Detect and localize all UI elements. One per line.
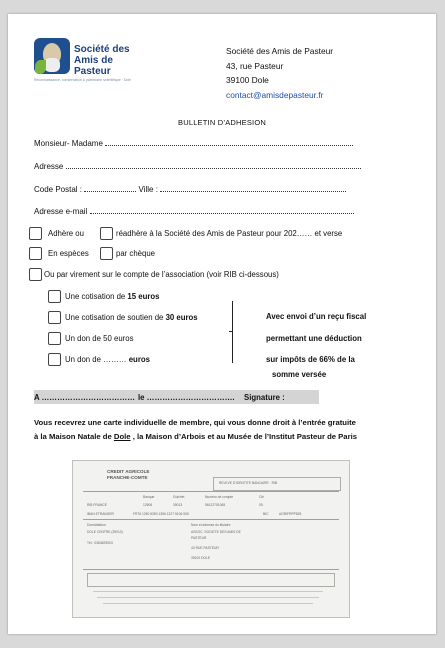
readhere-checkbox[interactable] <box>100 227 113 240</box>
info-line-2: à la Maison Natale de Dole , la Maison d’Arbois et au Musée de l’Institut Pasteur de Paris <box>34 432 357 441</box>
society-address <box>226 44 333 102</box>
adhere-checkbox[interactable] <box>29 227 42 240</box>
receipt-line-4: somme versée <box>272 370 327 379</box>
address-label: Adresse <box>34 162 64 171</box>
transfer-checkbox[interactable] <box>29 268 42 281</box>
logo-name: Société des Amis de Pasteur <box>74 44 130 77</box>
donation-50-checkbox[interactable] <box>48 332 61 345</box>
readhere-label: réadhère à la Société des Amis de Pasteur pour 202…… et verse <box>116 229 343 238</box>
info-line-1: Vous recevrez une carte individuelle de membre, qui vous donne droit à l’entrée gratuite <box>34 418 356 427</box>
donation-50-label: Un don de 50 euros <box>65 334 134 343</box>
cheque-checkbox[interactable] <box>100 247 113 260</box>
city-dots[interactable] <box>160 184 346 192</box>
address-dots[interactable] <box>66 161 361 169</box>
rib-image: CREDIT AGRICOLE FRANCHE-COMTE RELEVE D'IDENTITE BANCAIRE · RIB Banque Guichet Numéro de compte Clé RIB FRANCE 12506 39013 56122751065 05 IBAN ETRANGER FR76 1250 6390 1356 1227 5106 505 BIC AGRIFRPP825 Domiciliation DOLE CENTRE (39013) Tél : 0384829503 Nom et adresse du titulaire ASSOC. SOCIETE DES AMIS DE PASTEUR 43 RUE PASTEUR 39100 DOLE <box>72 460 350 618</box>
signature-label: Signature : <box>244 393 285 402</box>
address-field[interactable] <box>34 161 361 171</box>
street: 43, rue Pasteur <box>226 60 284 71</box>
signature-date[interactable]: le ……………………………. <box>138 393 235 402</box>
cheque-label: par chèque <box>116 249 156 258</box>
standard-fee-checkbox[interactable] <box>48 290 61 303</box>
form-page <box>8 14 436 634</box>
cash-label: En espèces <box>48 249 89 258</box>
standard-fee-label: Une cotisation de 15 euros <box>65 292 160 301</box>
email-label: Adresse e-mail <box>34 207 88 216</box>
support-fee-checkbox[interactable] <box>48 311 61 324</box>
org-name: Société des Amis de Pasteur <box>226 46 334 56</box>
name-dots[interactable] <box>105 138 353 146</box>
signature-place[interactable]: A ……………………………… <box>34 393 136 402</box>
pasteur-portrait-icon <box>34 38 70 74</box>
postal-label: Code Postal : <box>34 185 83 194</box>
name-field[interactable] <box>34 138 353 148</box>
email-dots[interactable] <box>90 206 354 214</box>
society-logo <box>34 38 146 88</box>
receipt-line-3: sur impôts de 66% de la <box>266 355 355 364</box>
postal-city-field[interactable] <box>34 184 346 194</box>
transfer-label: Ou par virement sur le compte de l’association (voir RIB ci-dessous) <box>44 270 279 279</box>
name-label: Monsieur- Madame <box>34 139 103 148</box>
cash-checkbox[interactable] <box>29 247 42 260</box>
city-label: Ville : <box>138 185 158 194</box>
city: 39100 Dole <box>226 75 269 85</box>
receipt-line-1: Avec envoi d’un reçu fiscal <box>266 312 367 321</box>
donation-other-checkbox[interactable] <box>48 353 61 366</box>
contact-email-link[interactable]: contact@amisdepasteur.fr <box>226 89 324 100</box>
receipt-brace <box>232 301 239 363</box>
logo-tagline: Reconnaissance, conservation & patrimoine scientifique · Dole <box>34 78 132 82</box>
receipt-line-2: permettant une déduction <box>266 334 362 343</box>
adhere-label: Adhère ou <box>48 229 84 238</box>
donation-other-label: Un don de ……… euros <box>65 355 150 364</box>
email-field[interactable] <box>34 206 354 216</box>
postal-dots[interactable] <box>84 184 136 192</box>
form-title: BULLETIN D’ADHESION <box>178 118 266 127</box>
support-fee-label: Une cotisation de soutien de 30 euros <box>65 313 198 322</box>
